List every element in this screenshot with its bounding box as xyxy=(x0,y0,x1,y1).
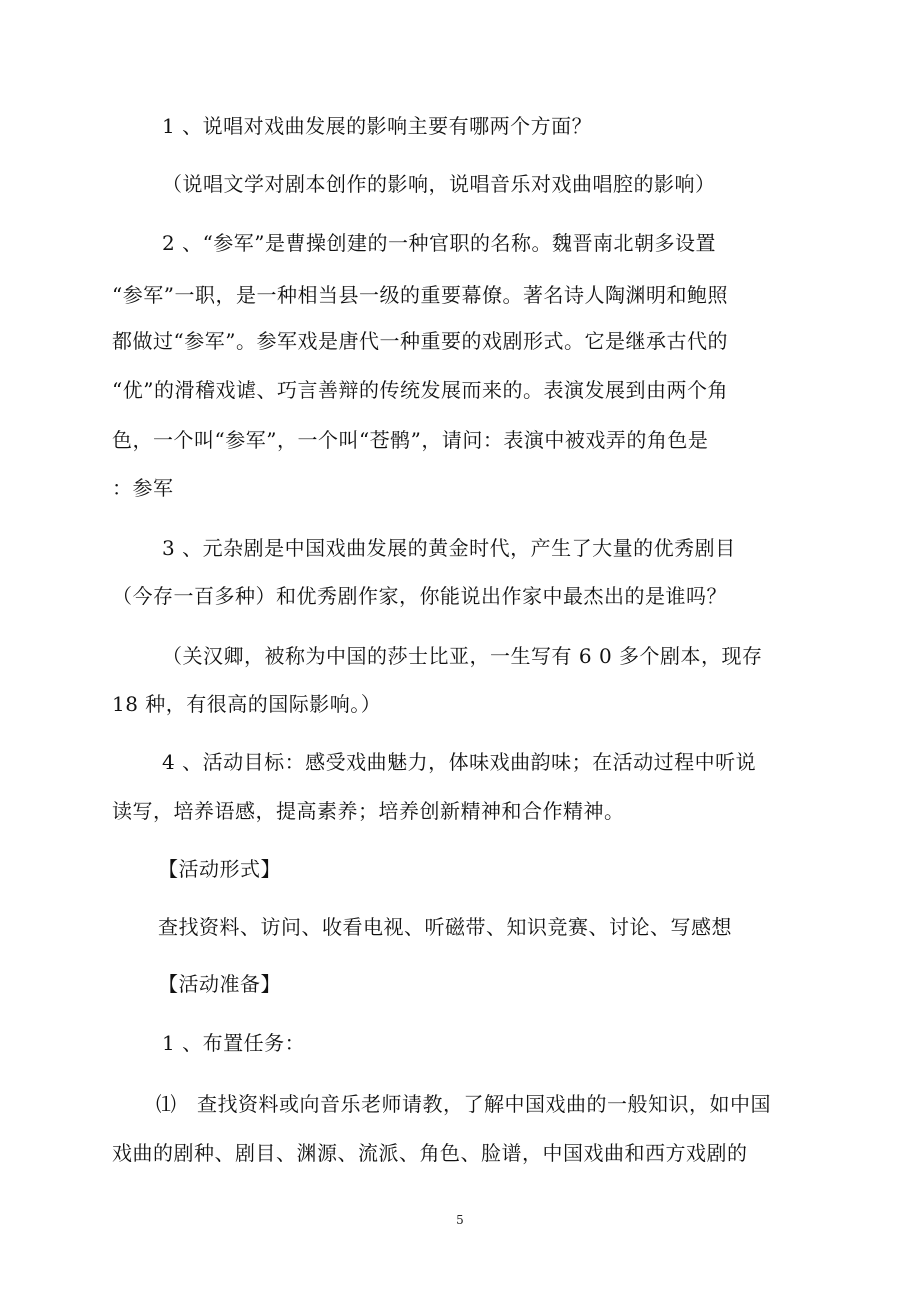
activity-goal-line-2: 读写，培养语感，提高素养；培养创新精神和合作精神。 xyxy=(112,799,625,823)
answer-3-line-2: 18 种，有很高的国际影响。） xyxy=(112,692,382,716)
question-2-line-2: “参军”一职，是一种相当县一级的重要幕僚。著名诗人陶渊明和鲍照 xyxy=(112,283,728,307)
question-1: 1 、说唱对戏曲发展的影响主要有哪两个方面？ xyxy=(162,114,593,138)
page-number: 5 xyxy=(456,1213,464,1227)
question-2-line-4: “优”的滑稽戏谑、巧言善辩的传统发展而来的。表演发展到由两个角 xyxy=(112,378,728,402)
activity-preparation-heading: 【活动准备】 xyxy=(158,972,281,996)
question-2-line-1: 2 、“参军”是曹操创建的一种官职的名称。魏晋南北朝多设置 xyxy=(162,231,717,255)
question-2-line-3: 都做过“参军”。参军戏是唐代一种重要的戏剧形式。它是继承古代的 xyxy=(112,329,728,353)
preparation-subitem-1-line-1: ⑴ 查找资料或向音乐老师请教，了解中国戏曲的一般知识，如中国 xyxy=(156,1092,771,1116)
question-3-line-1: 3 、元杂剧是中国戏曲发展的黄金时代，产生了大量的优秀剧目 xyxy=(162,536,736,560)
preparation-item-1: 1 、布置任务： xyxy=(162,1031,306,1055)
question-2-line-5: 色，一个叫“参军”，一个叫“苍鹘”，请问：表演中被戏弄的角色是 xyxy=(112,428,709,452)
activity-form-content: 查找资料、访问、收看电视、听磁带、知识竞赛、讨论、写感想 xyxy=(158,915,732,939)
activity-form-heading: 【活动形式】 xyxy=(158,857,281,881)
question-3-line-2: （今存一百多种）和优秀剧作家，你能说出作家中最杰出的是谁吗？ xyxy=(112,584,727,608)
preparation-subitem-1-line-2: 戏曲的剧种、剧目、渊源、流派、角色、脸谱，中国戏曲和西方戏剧的 xyxy=(112,1141,748,1165)
answer-1: （说唱文学对剧本创作的影响，说唱音乐对戏曲唱腔的影响） xyxy=(162,172,716,196)
answer-2: ：参军 xyxy=(112,476,174,500)
answer-3-line-1: （关汉卿，被称为中国的莎士比亚，一生写有 6 0 多个剧本，现存 xyxy=(162,644,763,668)
activity-goal-line-1: 4 、活动目标：感受戏曲魅力，体味戏曲韵味；在活动过程中听说 xyxy=(162,750,757,774)
